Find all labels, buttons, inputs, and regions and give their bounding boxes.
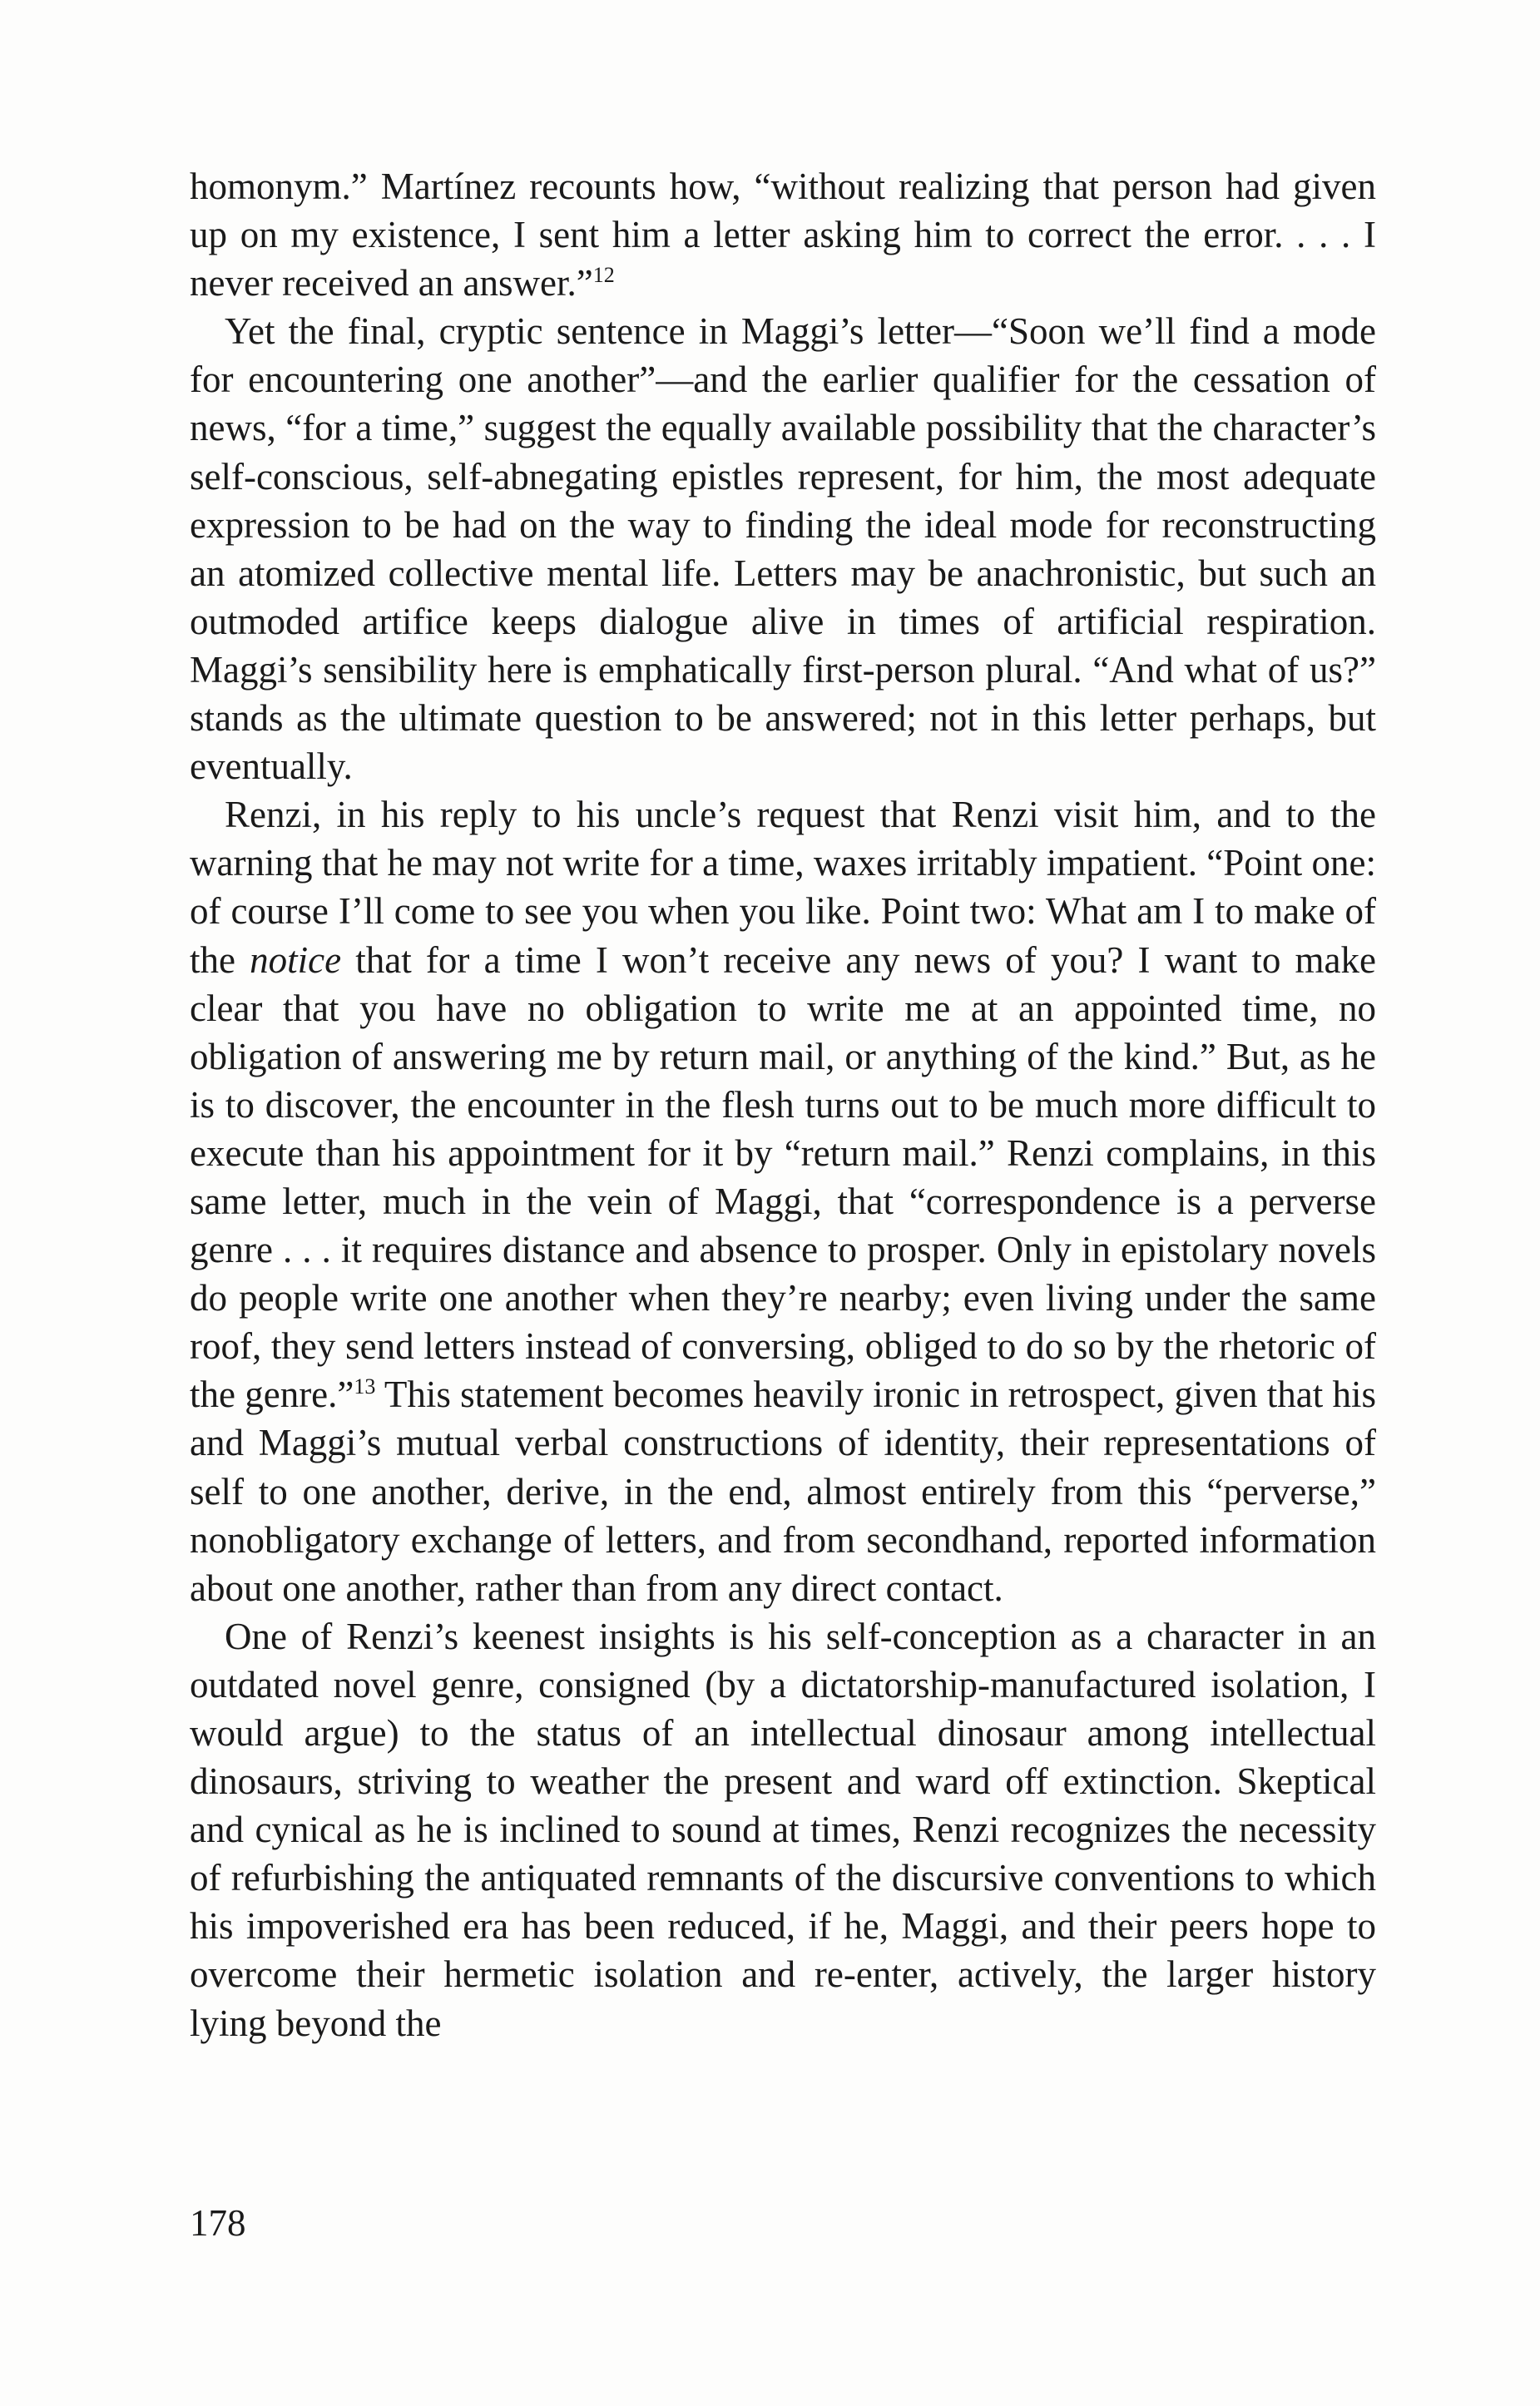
text-run: Renzi, in his reply to his uncle’s request that Renzi visit him, and to the warning that he may not write for a time, waxes irritably impatient. “Point one: of course I’ll come to see you when you like. Point two: What am I to make of the (190, 794, 1376, 981)
text-run: that for a time I won’t receive any news of you? I want to make clear that you have no obligation to write me at an appointed time, no obligation of answering me by return mail, or anything of the kind.” But, as he is to discover, the encounter in the flesh turns out to be much more difficult to execute than his appointment for it by “return mail.” Renzi complains, in this same letter, much in the vein of Maggi, that “correspondence is a perverse genre . . . it requires distance and absence to prosper. Only in epistolary novels do people write one another when they’re nearby; even living under the same roof, they send letters instead of conversing, obliged to do so by the rhetoric of the genre.” (190, 938, 1376, 1416)
text-run: One of Renzi’s keenest insights is his self-conception as a character in an outdated novel genre, consigned (by a dictatorship-manufactured isolation, I would argue) to the status of an intellectual dinosaur among intellectual dinosaurs, striving to weather the present and ward off extinction. Skeptical and cynical as he is inclined to sound at times, Renzi recognizes the necessity of refurbishing the antiquated remnants of the discursive conventions to which his impoverished era has been reduced, if he, Maggi, and their peers hope to overcome their hermetic isolation and re-enter, actively, the larger history lying beyond the (190, 1615, 1376, 2044)
text-run: This statement becomes heavily ironic in retrospect, given that his and Maggi’s mutual verbal constructions of identity, their representations of self to one another, derive, in the end, almost entirely from this “perverse,” nonobligatory exchange of letters, and from secondhand, reported information about one another, rather than from any direct contact. (190, 1374, 1376, 1609)
text-run: Yet the final, cryptic sentence in Maggi’s letter—“Soon we’ll find a mode for encountering one another”—and the earlier qualifier for the cessation of news, “for a time,” suggest the equally available possibility that the character’s self-conscious, self-abnegating epistles represent, for him, the most adequate expression to be had on the way to finding the ideal mode for reconstructing an atomized collective mental life. Letters may be anachronistic, but such an outmoded artifice keeps dialogue alive in times of artificial respiration. Maggi’s sensibility here is emphatically first-person plural. “And what of us?” stands as the ultimate question to be answered; not in this letter perhaps, but eventually. (190, 310, 1376, 788)
paragraph (190, 790, 1376, 1612)
footnote-marker: 12 (592, 263, 615, 288)
page-number: 178 (190, 2202, 246, 2244)
footnote-marker: 13 (354, 1374, 376, 1399)
italic-text: notice (250, 938, 342, 981)
paragraph-continued (190, 162, 1376, 307)
text-run: homonym.” Martínez recounts how, “without realizing that person had given up on my existence, I sent him a letter asking him to correct the error. . . . I never received an answer.” (190, 166, 1376, 304)
body-text (190, 162, 1376, 2047)
paragraph (190, 1612, 1376, 2047)
paragraph (190, 307, 1376, 790)
